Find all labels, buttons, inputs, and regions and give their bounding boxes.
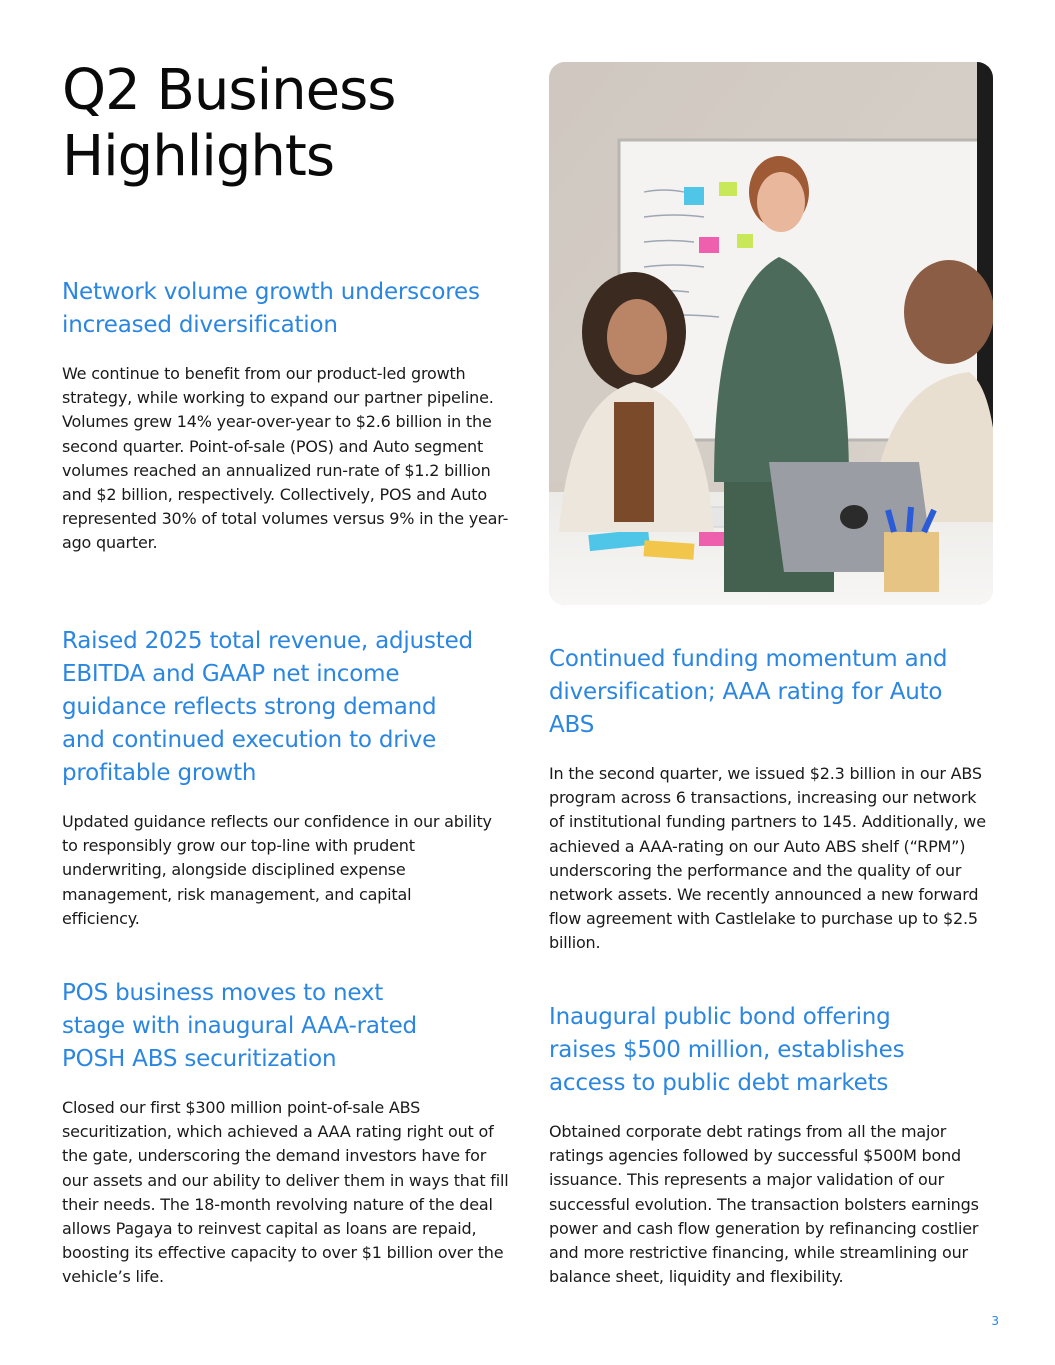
section-network-volume	[62, 276, 512, 556]
team-meeting-image	[549, 62, 993, 605]
section-body: Closed our first $300 million point-of-sale ABS securitization, which achieved a AAA rating right out of the gate, underscoring the demand investors have for our assets and our ability to deliver them in ways that fill their needs. The 18-month revolving nature of the deal allows Pagaya to reinvest capital as loans are repaid, boosting its effective capacity to over $1 billion over the vehicle’s life.	[62, 1098, 509, 1287]
section-heading: Network volume growth underscores increased diversification	[62, 279, 480, 338]
team-meeting-photo	[549, 62, 993, 605]
page-number: 3	[991, 1314, 999, 1328]
section-body: We continue to benefit from our product-led growth strategy, while working to expand our partner pipeline. Volumes grew 14% year-over-year to $2.6 billion in the second quarter. Point-of-sale (POS) and Auto segment volumes reached an annualized run-rate of $1.2 billion and $2 billion, respectively. Collectively, POS and Auto represented 30% of total volumes versus 9% in the year-ago quarter.	[62, 364, 509, 553]
section-funding-momentum	[549, 643, 994, 956]
section-body: In the second quarter, we issued $2.3 billion in our ABS program across 6 transactions, increasing our network of institutional funding partners to 145. Additionally, we achieved a AAA-rating on our Auto ABS shelf (“RPM”) underscoring the performance and the quality of our network assets. We recently announced a new forward flow agreement with Castlelake to purchase up to $2.5 billion.	[549, 764, 986, 953]
section-heading: Continued funding momentum and diversification; AAA rating for Auto ABS	[549, 646, 948, 738]
section-body: Updated guidance reflects our confidence in our ability to responsibly grow our top-line with prudent underwriting, alongside disciplined expense management, risk management, and capital efficiency.	[62, 812, 492, 928]
section-heading: POS business moves to next stage with inaugural AAA-rated POSH ABS securitization	[62, 980, 417, 1072]
section-body: Obtained corporate debt ratings from all the major ratings agencies followed by successful $500M bond issuance. This represents a major validation of our successful evolution. The transaction bolsters earnings power and cash flow generation by refinancing costlier and more restrictive financing, while streamlining our balance sheet, liquidity and flexibility.	[549, 1122, 979, 1287]
page-title: Q2 Business Highlights	[62, 58, 396, 189]
section-heading: Inaugural public bond offering raises $500 million, establishes access to public debt markets	[549, 1004, 905, 1096]
section-pos-business	[62, 977, 512, 1290]
section-public-bond	[549, 1001, 994, 1289]
section-raised-guidance	[62, 625, 492, 931]
section-heading: Raised 2025 total revenue, adjusted EBITDA and GAAP net income guidance reflects strong demand and continued execution to drive profitable growth	[62, 628, 473, 786]
